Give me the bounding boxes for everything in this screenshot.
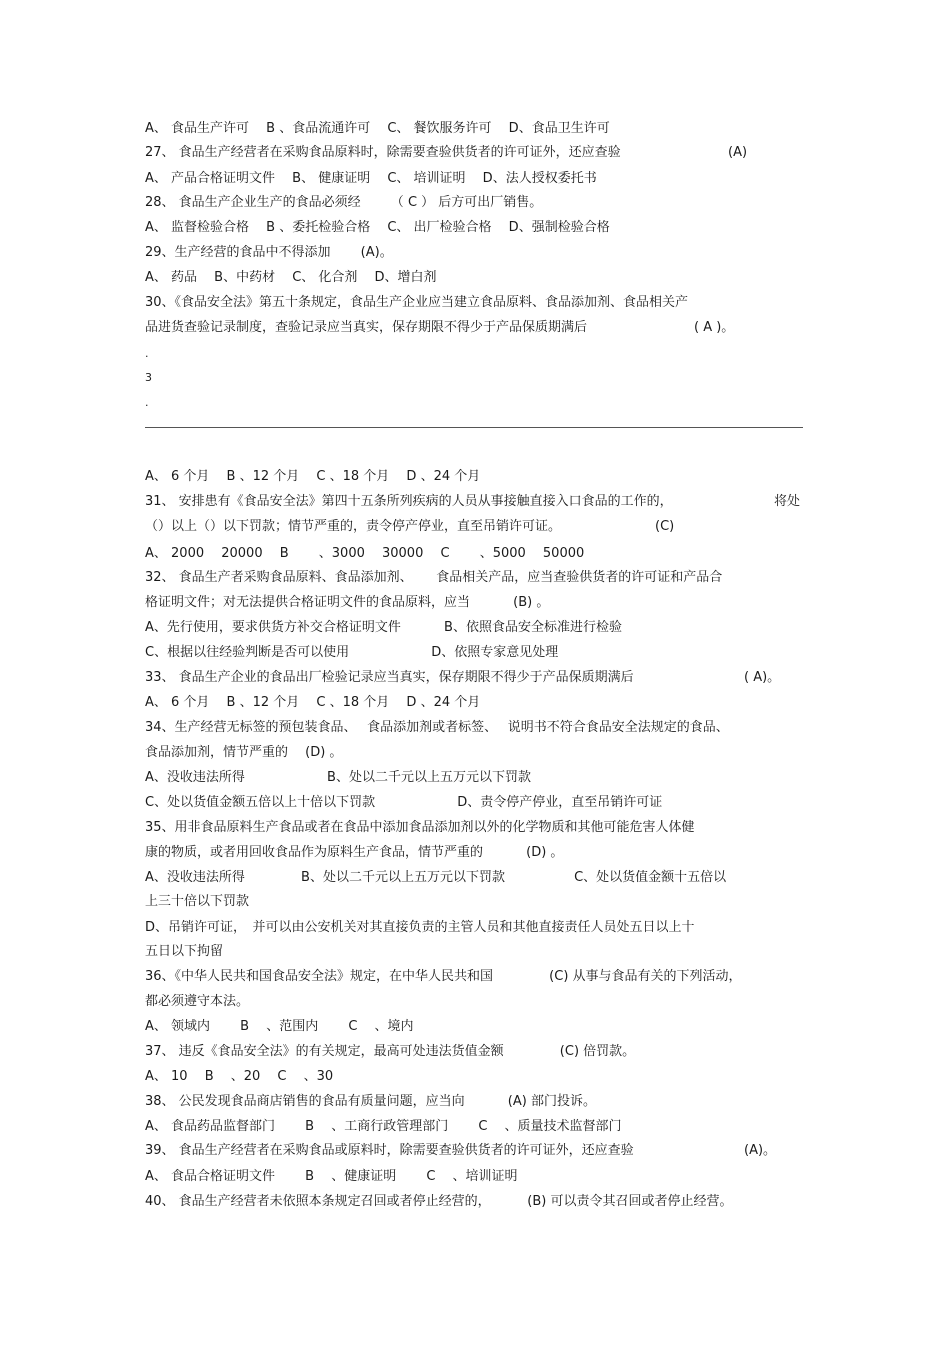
text-line: A、 产品合格证明文件 B、 健康证明 C、 培训证明 D、法人授权委托书 xyxy=(145,171,597,186)
text-line: A、 10 B 、20 C 、30 xyxy=(145,1069,334,1084)
text-line: A、 2000 20000 B 、3000 30000 C 、5000 50000 xyxy=(145,546,585,561)
text-line: A、 食品药品监督部门 B 、工商行政管理部门 C 、质量技术监督部门 xyxy=(145,1119,622,1134)
text-line: A、 药品 B、中药材 C、 化合剂 D、增白剂 xyxy=(145,270,437,285)
text-line: A、 领域内 B 、范围内 C 、境内 xyxy=(145,1019,414,1034)
text-line: 38、 公民发现食品商店销售的食品有质量问题，应当向 (A) 部门投诉。 xyxy=(145,1094,596,1109)
text-line: 36、《中华人民共和国食品安全法》规定，在中华人民共和国 (C) 从事与食品有关的下列活动， xyxy=(145,969,742,984)
text-line: 34、生产经营无标签的预包装食品、 食品添加剂或者标签、 说明书不符合食品安全法规定的食品、 xyxy=(145,720,729,735)
page-divider xyxy=(145,427,803,428)
text-line: 28、 食品生产企业生产的食品必须经 （ C ） 后方可出厂销售。 xyxy=(145,195,543,210)
text-line: 39、 食品生产经营者在采购食品或原料时，除需要查验供货者的许可证外，还应查验 xyxy=(145,1143,634,1158)
answer-label: (A) xyxy=(728,145,748,160)
text-line: 30、《食品安全法》第五十条规定，食品生产企业应当建立食品原料、食品添加剂、食品相关产 xyxy=(145,295,689,310)
answer-label: 将处 xyxy=(774,494,801,509)
page-number: 3 xyxy=(145,371,152,384)
text-line: 27、 食品生产经营者在采购食品原料时，除需要查验供货者的许可证外，还应查验 xyxy=(145,145,621,160)
text-line: 食品添加剂，情节严重的 (D) 。 xyxy=(145,745,343,760)
text-line: A、没收违法所得 B、处以二千元以上五万元以下罚款 C、处以货值金额十五倍以 xyxy=(145,870,727,885)
footer-dot: . xyxy=(145,396,149,409)
answer-label: ( A)。 xyxy=(744,670,781,685)
text-line: C、处以货值金额五倍以上十倍以下罚款 D、责令停产停业，直至吊销许可证 xyxy=(145,795,663,810)
text-line: 40、 食品生产经营者未依照本条规定召回或者停止经营的， (B) 可以责令其召回或者停止经营。 xyxy=(145,1194,733,1209)
text-line: A、没收违法所得 B、处以二千元以上五万元以下罚款 xyxy=(145,770,531,785)
text-line: 五日以下拘留 xyxy=(145,944,224,959)
text-line: 29、生产经营的食品中不得添加 (A)。 xyxy=(145,245,393,260)
text-line: 品进货查验记录制度，查验记录应当真实，保存期限不得少于产品保质期满后 xyxy=(145,320,588,335)
text-line: A、 6 个月 B 、12 个月 C 、18 个月 D 、24 个月 xyxy=(145,469,481,484)
text-line: C、根据以往经验判断是否可以使用 D、依照专家意见处理 xyxy=(145,645,559,660)
answer-label: (A)。 xyxy=(744,1143,777,1158)
text-line: 康的物质，或者用回收食品作为原料生产食品，情节严重的 (D) 。 xyxy=(145,845,564,860)
text-line: 31、 安排患有《食品安全法》第四十五条所列疾病的人员从事接触直接入口食品的工作的， xyxy=(145,494,673,509)
text-line: 35、用非食品原料生产食品或者在食品中添加食品添加剂以外的化学物质和其他可能危害人体健 xyxy=(145,820,695,835)
text-line: 上三十倍以下罚款 xyxy=(145,894,250,909)
text-line: 33、 食品生产企业的食品出厂检验记录应当真实，保存期限不得少于产品保质期满后 xyxy=(145,670,634,685)
footer-dot: . xyxy=(145,347,149,360)
text-line: A、 6 个月 B 、12 个月 C 、18 个月 D 、24 个月 xyxy=(145,695,481,710)
answer-label: ( A )。 xyxy=(694,320,735,335)
text-line: 32、 食品生产者采购食品原料、食品添加剂、 食品相关产品，应当查验供货者的许可证和产品合 xyxy=(145,570,723,585)
answer-label: (C) xyxy=(655,519,675,534)
text-line: A、 监督检验合格 B 、委托检验合格 C、 出厂检验合格 D、强制检验合格 xyxy=(145,220,610,235)
text-line: 37、 违反《食品安全法》的有关规定，最高可处违法货值金额 (C) 倍罚款。 xyxy=(145,1044,636,1059)
text-line: D、吊销许可证， 并可以由公安机关对其直接负责的主管人员和其他直接责任人员处五日以上十 xyxy=(145,920,695,935)
text-line: （）以上（）以下罚款；情节严重的，责令停产停业，直至吊销许可证。 xyxy=(145,519,562,534)
text-line: A、 食品合格证明文件 B 、健康证明 C 、培训证明 xyxy=(145,1169,518,1184)
text-line: A、先行使用，要求供货方补交合格证明文件 B、依照食品安全标准进行检验 xyxy=(145,620,622,635)
text-line: A、 食品生产许可 B 、食品流通许可 C、 餐饮服务许可 D、食品卫生许可 xyxy=(145,121,610,136)
text-line: 格证明文件；对无法提供合格证明文件的食品原料，应当 (B) 。 xyxy=(145,595,550,610)
text-line: 都必须遵守本法。 xyxy=(145,994,250,1009)
